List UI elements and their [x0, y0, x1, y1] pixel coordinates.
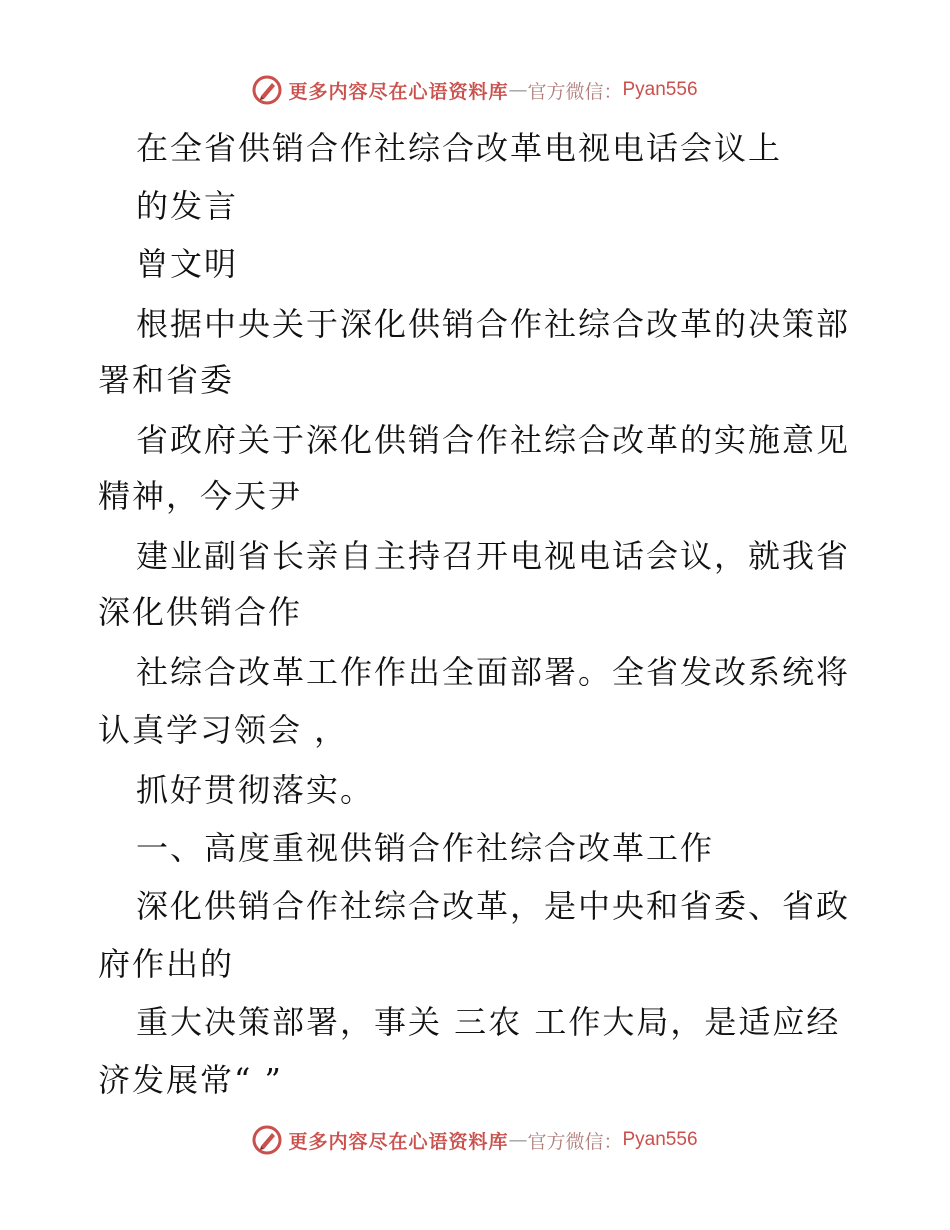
paragraph-line: 社综合改革工作作出全面部署。全省发改系统将	[136, 653, 851, 691]
paragraph-line: 深化供销合作社综合改革，是中央和省委、省政	[136, 887, 851, 925]
watermark-wechat-label: 官方微信：	[527, 1130, 623, 1153]
watermark-wechat-label: 官方微信：	[527, 80, 623, 103]
paragraph-line: 省政府关于深化供销合作社综合改革的实施意见	[136, 421, 851, 459]
paragraph-line: 精神，今天尹	[98, 477, 303, 515]
watermark-separator: —	[508, 79, 528, 101]
watermark-separator: —	[508, 1129, 528, 1151]
section-heading: 一、高度重视供销合作社综合改革工作	[136, 829, 715, 867]
header-watermark	[0, 72, 950, 108]
title-line-1: 在全省供销合作社综合改革电视电话会议上	[136, 129, 783, 167]
paragraph-line: 抓好贯彻落实。	[136, 771, 375, 809]
title-line-2: 的发言	[136, 187, 239, 225]
pen-logo-icon	[252, 1125, 282, 1155]
author-name: 曾文明	[136, 245, 239, 283]
paragraph-line: 重大决策部署，事关 三农 工作大局，是适应经	[136, 1003, 841, 1041]
paragraph-line: 认真学习领会 ，	[98, 711, 349, 749]
watermark-text: 更多内容尽在心语资料库	[288, 1130, 509, 1153]
paragraph-line: 济发展常“ ”	[98, 1061, 283, 1099]
paragraph-line: 根据中央关于深化供销合作社综合改革的决策部	[136, 305, 851, 343]
watermark-wechat-id: Pyan556	[622, 1129, 698, 1150]
pen-logo-icon	[252, 75, 282, 105]
paragraph-line: 建业副省长亲自主持召开电视电话会议，就我省	[136, 537, 851, 575]
paragraph-line: 深化供销合作	[98, 593, 303, 631]
watermark-text: 更多内容尽在心语资料库	[288, 80, 509, 103]
footer-watermark	[0, 1122, 950, 1158]
paragraph-line: 署和省委	[98, 361, 235, 399]
paragraph-line: 府作出的	[98, 945, 235, 983]
watermark-wechat-id: Pyan556	[622, 79, 698, 100]
